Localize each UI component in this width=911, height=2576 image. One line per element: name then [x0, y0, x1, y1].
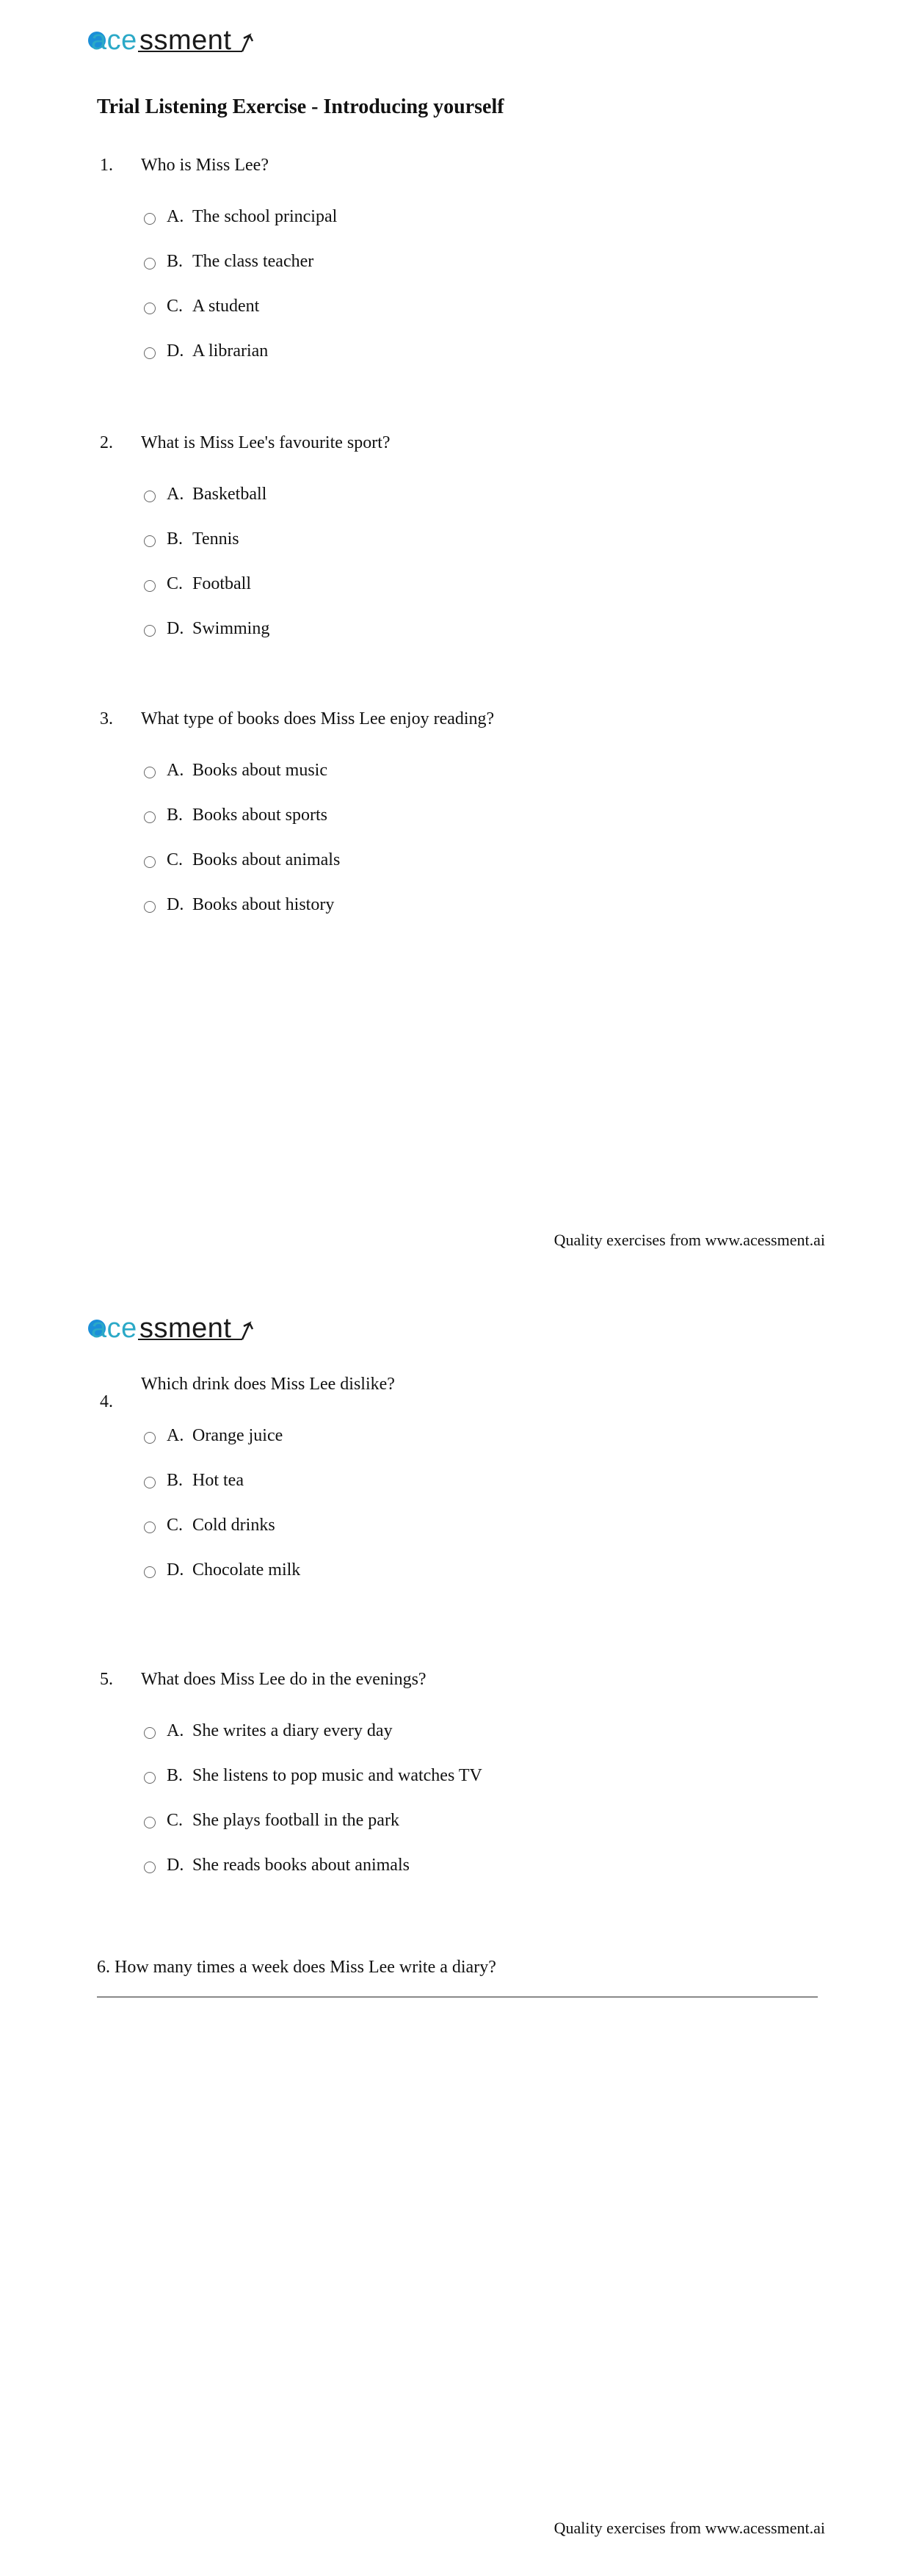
option-letter: C.	[167, 297, 184, 316]
question-text	[97, 1958, 501, 1978]
radio-button[interactable]	[144, 213, 156, 225]
page-footer: Quality exercises from www.acessment.ai	[554, 2519, 825, 2537]
option-text: The school principal	[192, 207, 338, 226]
option-text: A librarian	[192, 341, 269, 361]
radio-button[interactable]	[144, 767, 156, 778]
question-number: 2.	[100, 433, 113, 452]
question-text: What does Miss Lee do in the evenings?	[141, 1670, 427, 1689]
option-letter: D.	[167, 1560, 184, 1580]
radio-button[interactable]	[144, 1477, 156, 1488]
option-text: A student	[192, 297, 260, 316]
radio-button[interactable]	[144, 1817, 156, 1828]
radio-button[interactable]	[144, 1772, 156, 1784]
option-text: Hot tea	[192, 1471, 244, 1490]
radio-button[interactable]	[144, 535, 156, 547]
option-text: Basketball	[192, 485, 267, 504]
option-letter: A.	[167, 207, 184, 226]
page-2	[0, 1288, 911, 2576]
option-text: Books about sports	[192, 806, 328, 825]
svg-text:ssment: ssment	[139, 1313, 232, 1342]
option-letter: C.	[167, 574, 184, 593]
option-letter: C.	[167, 1516, 184, 1535]
page-title: Trial Listening Exercise - Introducing yourself	[97, 95, 504, 118]
option-text: She writes a diary every day	[192, 1721, 393, 1740]
radio-button[interactable]	[144, 1727, 156, 1739]
svg-text:ace: ace	[91, 25, 137, 54]
radio-button[interactable]	[144, 1566, 156, 1578]
radio-button[interactable]	[144, 491, 156, 502]
option-letter: D.	[167, 341, 184, 361]
option-letter: D.	[167, 895, 184, 914]
radio-button[interactable]	[144, 258, 156, 269]
option-text: Books about music	[192, 761, 327, 780]
option-text: Cold drinks	[192, 1516, 275, 1535]
question-number: 3.	[100, 709, 113, 728]
option-text: She reads books about animals	[192, 1856, 410, 1875]
svg-text:ace: ace	[91, 1313, 137, 1342]
option-text: Books about history	[192, 895, 335, 914]
radio-button[interactable]	[144, 1522, 156, 1533]
option-text: Books about animals	[192, 850, 341, 869]
option-letter: C.	[167, 1811, 184, 1830]
acessment-logo	[87, 1313, 257, 1342]
option-letter: B.	[167, 252, 184, 271]
option-text: Football	[192, 574, 252, 593]
option-letter: A.	[167, 761, 184, 780]
radio-button[interactable]	[144, 303, 156, 314]
option-letter: B.	[167, 1471, 184, 1490]
question-text: What is Miss Lee's favourite sport?	[141, 433, 391, 452]
page-footer: Quality exercises from www.acessment.ai	[554, 1231, 825, 1249]
radio-button[interactable]	[144, 580, 156, 592]
option-letter: A.	[167, 1426, 184, 1445]
radio-button[interactable]	[144, 811, 156, 823]
acessment-logo	[87, 25, 257, 54]
option-letter: B.	[167, 1766, 184, 1785]
question-text: Which drink does Miss Lee dislike?	[141, 1375, 395, 1394]
option-letter: D.	[167, 619, 184, 638]
question-number: 6.	[97, 1958, 110, 1977]
option-text: Orange juice	[192, 1426, 283, 1445]
option-letter: C.	[167, 850, 184, 869]
question-number: 1.	[100, 156, 113, 175]
option-letter: B.	[167, 529, 184, 549]
option-text: Tennis	[192, 529, 239, 549]
radio-button[interactable]	[144, 347, 156, 359]
radio-button[interactable]	[144, 856, 156, 868]
option-letter: B.	[167, 806, 184, 825]
question-number: 5.	[100, 1670, 113, 1689]
option-text: She listens to pop music and watches TV	[192, 1766, 482, 1785]
radio-button[interactable]	[144, 901, 156, 913]
svg-text:ssment: ssment	[139, 25, 232, 54]
option-text: She plays football in the park	[192, 1811, 399, 1830]
option-text: Swimming	[192, 619, 270, 638]
radio-button[interactable]	[144, 625, 156, 637]
option-letter: A.	[167, 485, 184, 504]
option-letter: A.	[167, 1721, 184, 1740]
question-text: Who is Miss Lee?	[141, 156, 269, 175]
question-number: 4.	[100, 1392, 113, 1411]
question-6-text: How many times a week does Miss Lee write a diary?	[115, 1958, 496, 1977]
option-text: Chocolate milk	[192, 1560, 301, 1580]
option-text: The class teacher	[192, 252, 314, 271]
radio-button[interactable]	[144, 1432, 156, 1444]
option-letter: D.	[167, 1856, 184, 1875]
question-text: What type of books does Miss Lee enjoy reading?	[141, 709, 495, 728]
radio-button[interactable]	[144, 1862, 156, 1873]
